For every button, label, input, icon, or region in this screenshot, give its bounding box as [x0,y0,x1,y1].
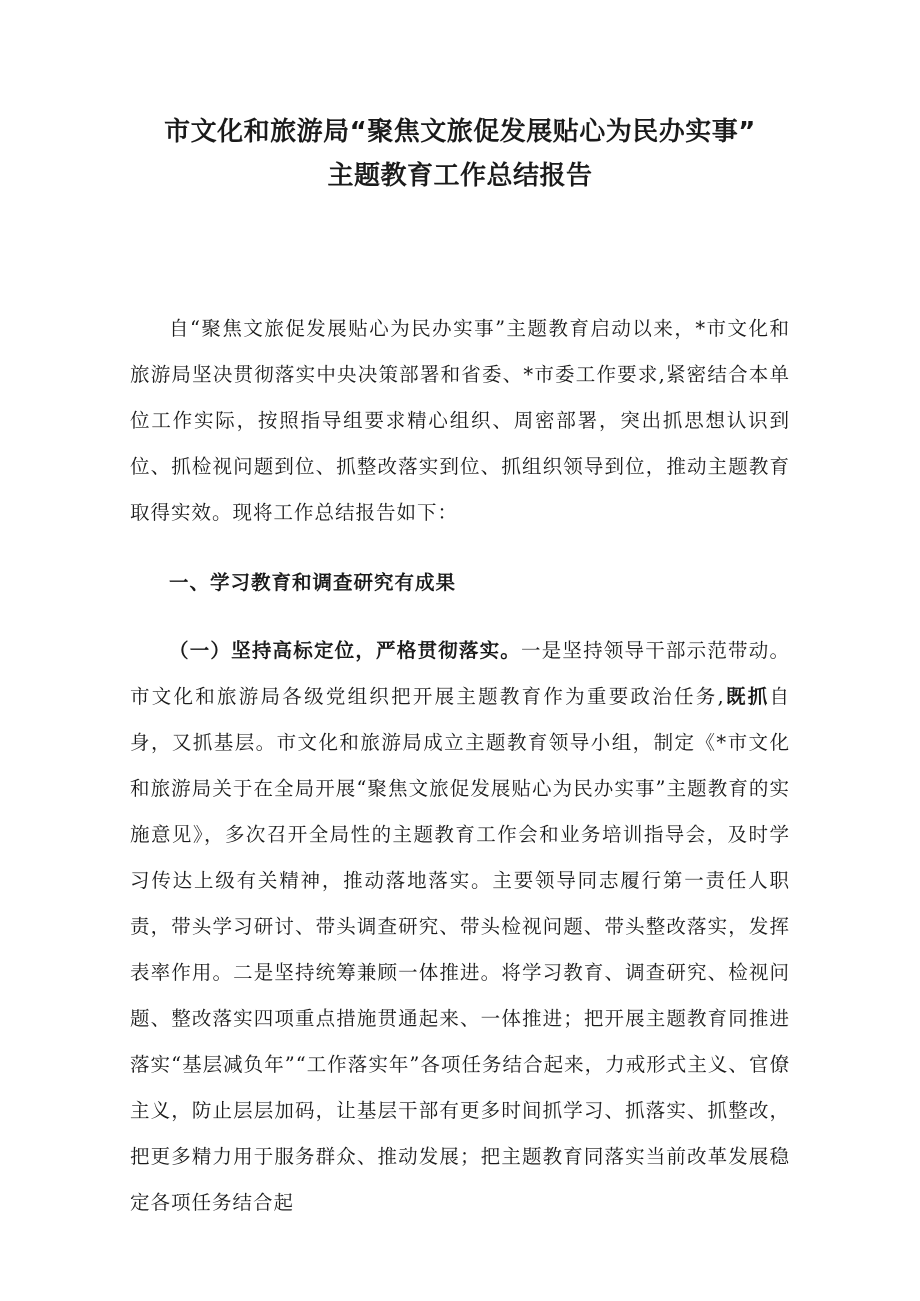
section-heading: 一、学习教育和调查研究有成果 [169,571,457,594]
section-paragraph [130,628,790,1226]
title-line-1: 市文化和旅游局“聚焦文旅促发展贴心为民办实事” [164,117,756,147]
document-title [130,0,790,198]
subsection-lead: （一）坚持高标定位，严格贯彻落实。 [169,639,521,662]
title-line-2: 主题教育工作总结报告 [327,161,593,191]
paragraph-text-part: 自身，又抓基层。市文化和旅游局成立主题教育领导小组，制定《*市文化和旅游局关于在全局开展“聚焦文旅促发展贴心为民办实事”主题教育的实施意见》，多次召开全局性的主题教育工作会和业务培训指导会，及时学习传达上级有关精神，推动落地落实。主要领导同志履行第一责任人职责，带头学习研讨、带头调查研究、带头检视问题、带头整改落实，发挥表率作用。二是坚持统筹兼顾一体推进。将学习教育、调查研究、检视问题、整改落实四项重点措施贯通起来、一体推进；把开展主题教育同推进落实“基层减负年”“工作落实年”各项任务结合起来，力戒形式主义、官僚主义，防止层层加码，让基层干部有更多时间抓学习、抓落实、抓整改，把更多精力用于服务群众、推动发展；把主题教育同落实当前改革发展稳定各项任务结合起 [130,685,790,1214]
document-body [130,306,790,1226]
intro-paragraph: 自“聚焦文旅促发展贴心为民办实事”主题教育启动以来，*市文化和旅游局坚决贯彻落实中央决策部署和省委、*市委工作要求,紧密结合本单位工作实际，按照指导组要求精心组织、周密部署，突出抓思想认识到位、抓检视问题到位、抓整改落实到位、抓组织领导到位，推动主题教育取得实效。现将工作总结报告如下： [130,317,790,524]
paragraph-text-part: 一是坚持领导干部示范带动。市文化和旅游局各级党组织把开展主题教育作为重要政治任务, [130,639,790,708]
emphasis-text: 既抓 [724,685,770,708]
